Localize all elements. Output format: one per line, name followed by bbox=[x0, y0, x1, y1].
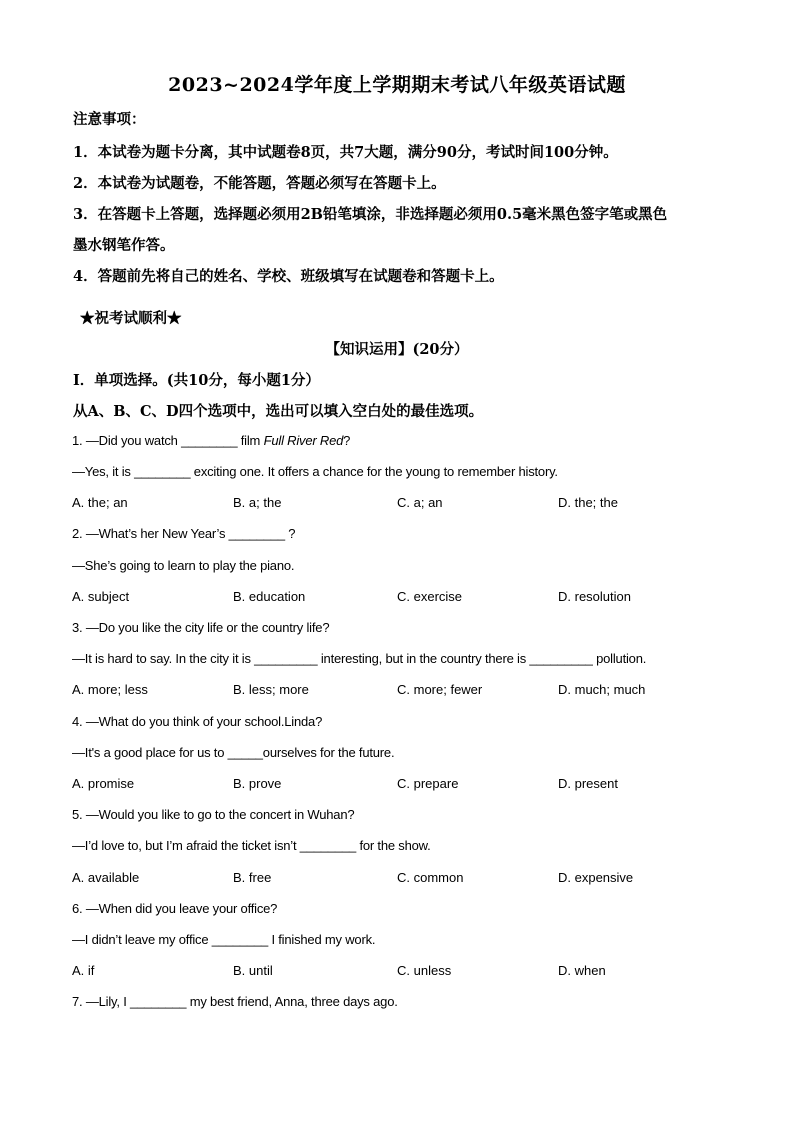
option-b[interactable]: B. less; more bbox=[233, 682, 309, 697]
option-a[interactable]: A. the; an bbox=[72, 495, 128, 510]
question-2-answer-line: —She’s going to learn to play the piano. bbox=[72, 558, 295, 573]
question-1-line bbox=[72, 433, 350, 448]
notice-item: 1．本试卷为题卡分离，其中试题卷8页，共7大题，满分90分，考试时间100分钟。 bbox=[73, 144, 618, 161]
option-a[interactable]: A. available bbox=[72, 870, 140, 885]
notice-heading: 注意事项： bbox=[73, 111, 146, 128]
option-a[interactable]: A. subject bbox=[72, 589, 130, 604]
option-b[interactable]: B. education bbox=[233, 589, 306, 604]
question-7-line: 7. —Lily, I ________ my best friend, Anna, three days ago. bbox=[72, 994, 398, 1009]
option-d[interactable]: D. resolution bbox=[558, 589, 631, 604]
option-d[interactable]: D. the; the bbox=[558, 495, 618, 510]
question-3-answer-line: —It is hard to say. In the city it is _________ interesting, but in the country there is _________ pollution. bbox=[72, 651, 647, 666]
option-a[interactable]: A. promise bbox=[72, 776, 135, 791]
film-title: Full River Red bbox=[263, 433, 344, 448]
option-c[interactable]: C. unless bbox=[397, 963, 452, 978]
question-1-text: 1. —Did you watch ________ film bbox=[72, 433, 264, 448]
option-c[interactable]: C. common bbox=[397, 870, 464, 885]
option-c[interactable]: C. exercise bbox=[397, 589, 463, 604]
question-3-line: 3. —Do you like the city life or the country life? bbox=[72, 620, 330, 635]
question-1-answer-line: —Yes, it is ________ exciting one. It offers a chance for the young to remember history. bbox=[72, 464, 558, 479]
option-c[interactable]: C. a; an bbox=[397, 495, 443, 510]
question-mark: ? bbox=[343, 433, 351, 448]
question-2-line: 2. —What’s her New Year’s ________ ? bbox=[72, 526, 296, 541]
question-6-answer-line: —I didn’t leave my office ________ I finished my work. bbox=[72, 932, 376, 947]
option-d[interactable]: D. expensive bbox=[558, 870, 634, 885]
option-c[interactable]: C. prepare bbox=[397, 776, 459, 791]
option-a[interactable]: A. more; less bbox=[72, 682, 148, 697]
part1-instruction: 从A、B、C、D四个选项中，选出可以填入空白处的最佳选项。 bbox=[73, 403, 484, 420]
notice-item: 墨水钢笔作答。 bbox=[73, 237, 175, 254]
question-5-line: 5. —Would you like to go to the concert in Wuhan? bbox=[72, 807, 355, 822]
wish-text: ★祝考试顺利★ bbox=[80, 310, 182, 327]
question-6-line: 6. —When did you leave your office? bbox=[72, 901, 278, 916]
notice-item: 2．本试卷为试题卷，不能答题，答题必须写在答题卡上。 bbox=[73, 175, 446, 192]
page-title: 2023~2024学年度上学期期末考试八年级英语试题 bbox=[168, 74, 626, 96]
option-b[interactable]: B. until bbox=[233, 963, 273, 978]
option-b[interactable]: B. free bbox=[233, 870, 272, 885]
option-d[interactable]: D. when bbox=[558, 963, 606, 978]
question-4-answer-line: —It's a good place for us to _____ourselves for the future. bbox=[72, 745, 395, 760]
option-d[interactable]: D. much; much bbox=[558, 682, 646, 697]
notice-item: 3．在答题卡上答题，选择题必须用2B铅笔填涂，非选择题必须用0.5毫米黑色签字笔或黑色 bbox=[73, 206, 668, 223]
question-5-answer-line: —I’d love to, but I’m afraid the ticket isn’t ________ for the show. bbox=[72, 838, 431, 853]
section-heading: 【知识运用】(20分） bbox=[325, 341, 469, 358]
option-d[interactable]: D. present bbox=[558, 776, 618, 791]
question-4-line: 4. —What do you think of your school.Linda? bbox=[72, 714, 323, 729]
option-c[interactable]: C. more; fewer bbox=[397, 682, 483, 697]
option-a[interactable]: A. if bbox=[72, 963, 95, 978]
notice-item: 4．答题前先将自己的姓名、学校、班级填写在试题卷和答题卡上。 bbox=[73, 268, 504, 285]
part1-heading: Ⅰ．单项选择。(共10分，每小题1分） bbox=[73, 372, 320, 389]
option-b[interactable]: B. a; the bbox=[233, 495, 282, 510]
option-b[interactable]: B. prove bbox=[233, 776, 282, 791]
